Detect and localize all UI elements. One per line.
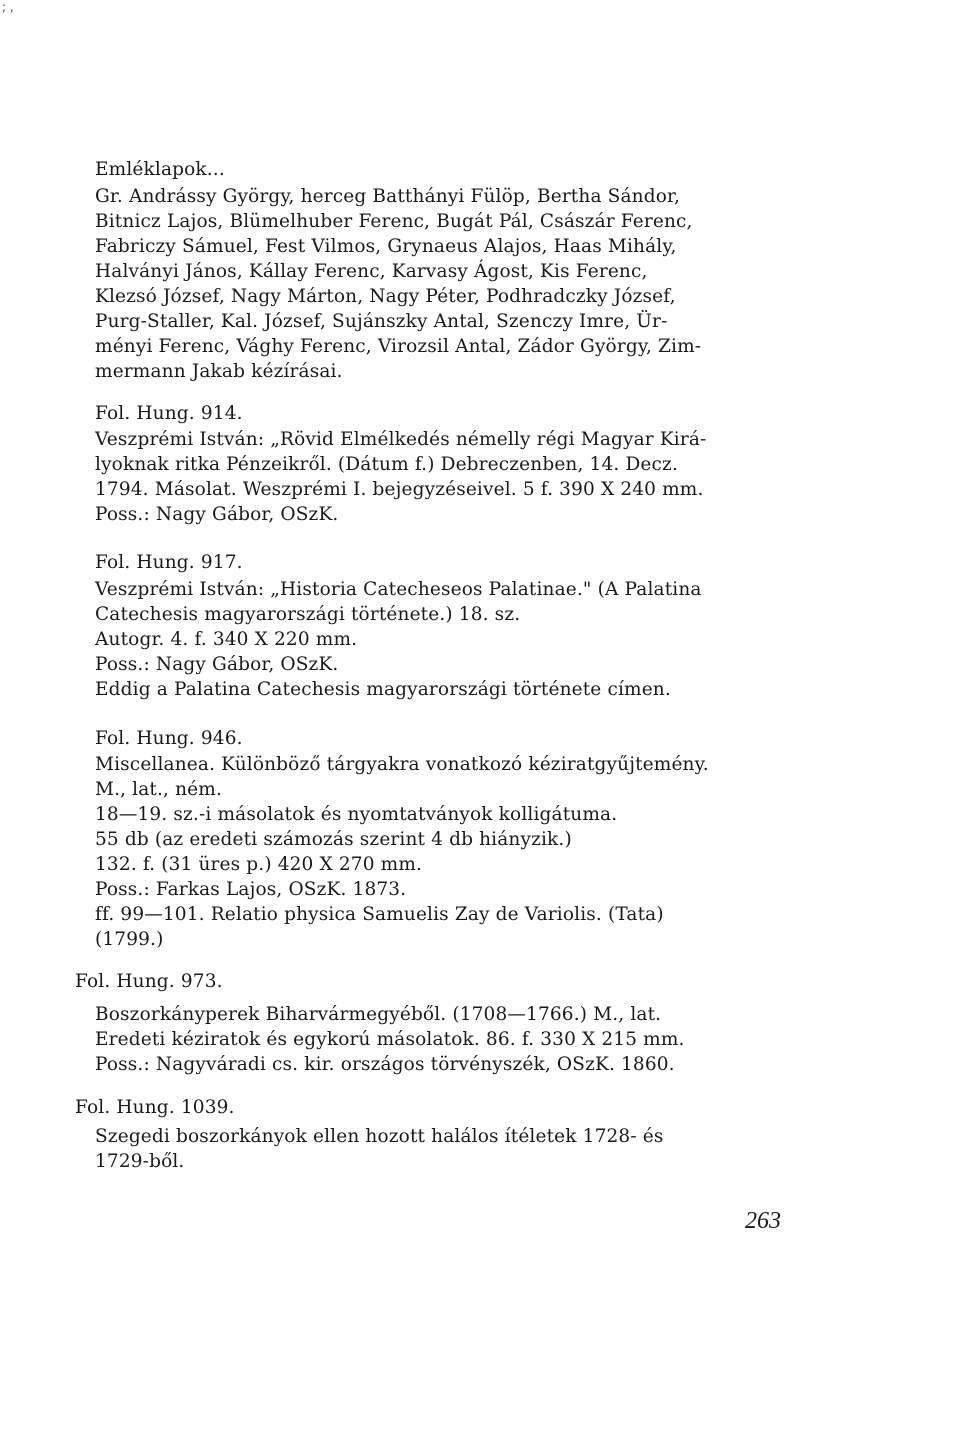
- text-line: Poss.: Farkas Lajos, OSzK. 1873.: [95, 879, 407, 900]
- entry-heading: Fol. Hung. 946.: [95, 728, 243, 749]
- text-line: 1794. Másolat. Weszprémi I. bejegyzéseivel. 5 f. 390 X 240 mm.: [95, 479, 704, 500]
- text-line: mermann Jakab kézírásai.: [95, 361, 343, 382]
- text-line: Klezsó József, Nagy Márton, Nagy Péter, Podhradczky József,: [95, 286, 676, 307]
- text-line: Catechesis magyarországi története.) 18. sz.: [95, 604, 521, 625]
- text-line: Poss.: Nagy Gábor, OSzK.: [95, 654, 339, 675]
- text-line: Bitnicz Lajos, Blümelhuber Ferenc, Bugát Pál, Császár Ferenc,: [95, 211, 693, 232]
- text-line: Eddig a Palatina Catechesis magyarországi története címen.: [95, 679, 671, 700]
- entry-heading: Fol. Hung. 973.: [75, 971, 223, 992]
- text-line: Purg-Staller, Kal. József, Sujánszky Antal, Szenczy Imre, Ür-: [95, 311, 668, 332]
- page-number: 263: [745, 1208, 781, 1234]
- scan-edge-mark: ; ,: [2, 0, 14, 14]
- text-line: Halványi János, Kállay Ferenc, Karvasy Ágost, Kis Ferenc,: [95, 261, 648, 282]
- text-line: Autogr. 4. f. 340 X 220 mm.: [95, 629, 358, 650]
- text-line: Szegedi boszorkányok ellen hozott halálos ítéletek 1728- és: [95, 1126, 664, 1147]
- text-line: ményi Ferenc, Vághy Ferenc, Virozsil Antal, Zádor György, Zim-: [95, 336, 702, 357]
- text-line: (1799.): [95, 929, 164, 950]
- text-line: Boszorkányperek Biharvármegyéből. (1708—1766.) M., lat.: [95, 1004, 662, 1025]
- text-line: Fabriczy Sámuel, Fest Vilmos, Grynaeus Alajos, Haas Mihály,: [95, 236, 677, 257]
- text-line: Miscellanea. Különböző tárgyakra vonatkozó kéziratgyűjtemény.: [95, 754, 709, 775]
- text-line: 1729-ből.: [95, 1151, 185, 1172]
- text-line: Veszprémi István: „Historia Catecheseos Palatinae." (A Palatina: [95, 579, 702, 600]
- text-line: 132. f. (31 üres p.) 420 X 270 mm.: [95, 854, 423, 875]
- text-line: ff. 99—101. Relatio physica Samuelis Zay de Variolis. (Tata): [95, 904, 664, 925]
- text-line: Gr. Andrássy György, herceg Batthányi Fülöp, Bertha Sándor,: [95, 186, 681, 207]
- entry-heading: Fol. Hung. 917.: [95, 552, 243, 573]
- text-line: Veszprémi István: „Rövid Elmélkedés némelly régi Magyar Kirá-: [95, 429, 707, 450]
- text-line: lyoknak ritka Pénzeikről. (Dátum f.) Debreczenben, 14. Decz.: [95, 454, 678, 475]
- text-line: M., lat., ném.: [95, 779, 222, 800]
- entry-heading: Fol. Hung. 914.: [95, 403, 243, 424]
- text-line: Eredeti kéziratok és egykorú másolatok. 86. f. 330 X 215 mm.: [95, 1029, 685, 1050]
- entry-heading: Emléklapok...: [95, 159, 225, 180]
- text-line: 18—19. sz.-i másolatok és nyomtatványok kolligátuma.: [95, 804, 618, 825]
- text-line: Poss.: Nagy Gábor, OSzK.: [95, 504, 339, 525]
- text-line: 55 db (az eredeti számozás szerint 4 db hiányzik.): [95, 829, 572, 850]
- entry-heading: Fol. Hung. 1039.: [75, 1097, 235, 1118]
- text-line: Poss.: Nagyváradi cs. kir. országos törvényszék, OSzK. 1860.: [95, 1054, 675, 1075]
